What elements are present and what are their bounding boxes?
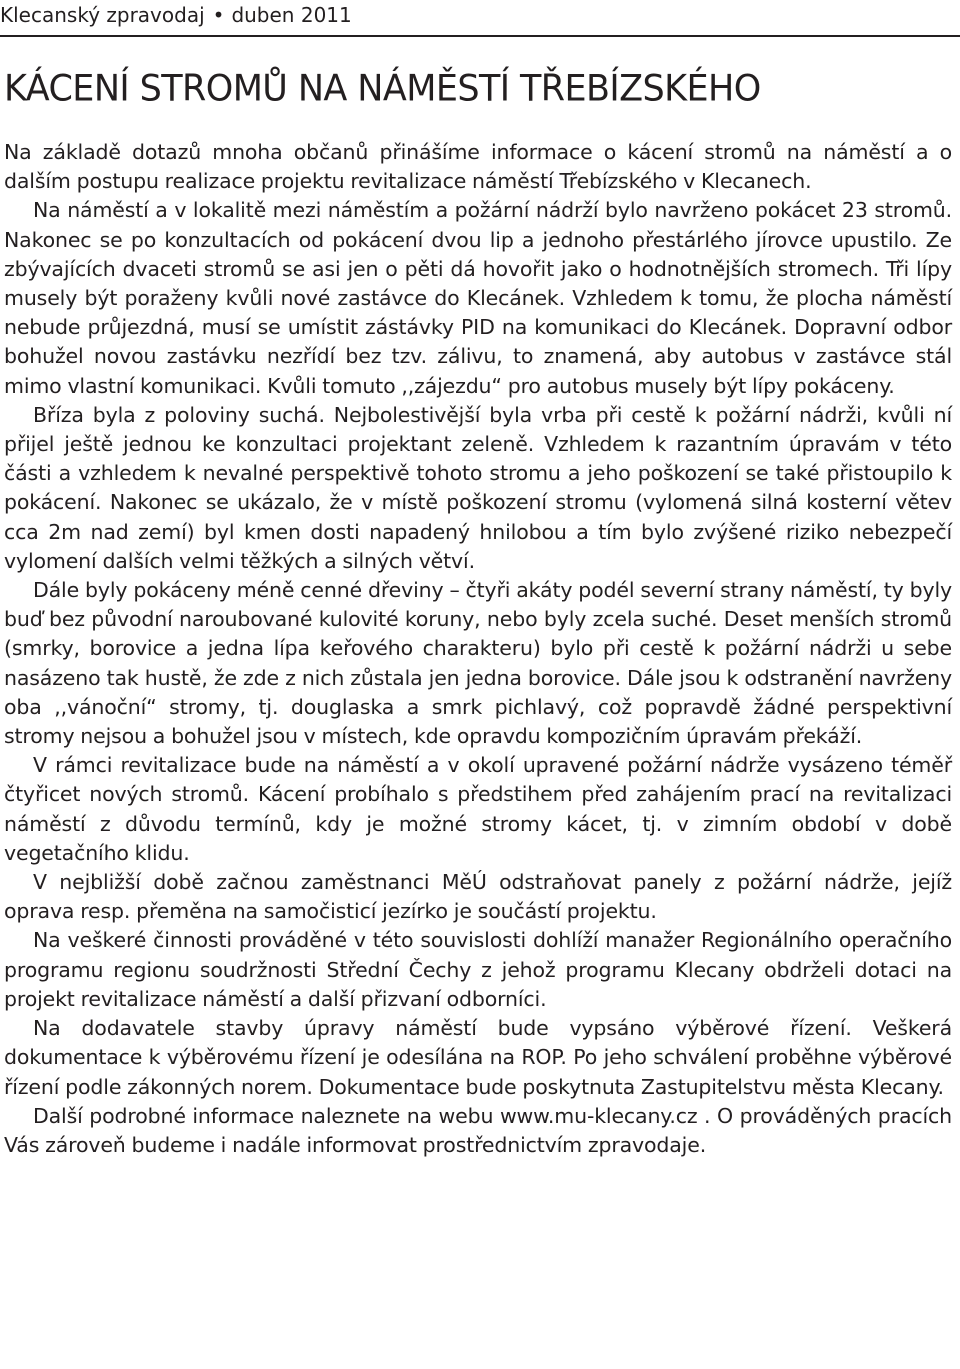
- article-body: [4, 138, 952, 1160]
- page-header: [0, 2, 960, 32]
- header-separator: •: [212, 3, 225, 27]
- article-paragraph: Na náměstí a v lokalitě mezi náměstím a požární nádrží bylo navrženo pokácet 23 stromů. Nakonec se po konzultacích od pokácení dvou lip a jednoho přestárlého jírovce upustilo. Ze zbývajících dvaceti stromů se asi jen o pěti dá hovořit jako o hodnotnějších stromech. Tři lípy musely být poraženy kvůli nové zastávce do Klecánek. Vzhledem k tomu, že plocha náměstí nebude průjezdná, musí se umístit zástávky PID na komunikaci do Klecánek. Dopravní odbor bohužel novou zastávku nezřídí bez tzv. zálivu, to znamená, aby autobus v zastávce stál mimo vlastní komunikaci. Kvůli tomuto ,,zájezdu“ pro autobus musely být lípy pokáceny.: [4, 198, 952, 398]
- issue-date: duben 2011: [231, 3, 352, 27]
- article-paragraph: Dále byly pokáceny méně cenné dřeviny – čtyři akáty podél severní strany náměstí, ty byly buď bez původní naroubované kulovité koruny, nebo byly zcela suché. Deset menších stromů (smrky, borovice a jedna lípa keřového charakteru) bylo při cestě k požární nádrži u sebe nasázeno tak hustě, že zde z nich zůstala jen jedna borovice. Dále jsou k odstranění navrženy oba ,,vánoční“ stromy, tj. douglaska a smrk pichlavý, což popravdě žádné perspektivní stromy nejsou a bohužel jsou v místech, kde opravdu kompozičním úpravám překáží.: [4, 578, 952, 749]
- article-paragraph-intro: Na základě dotazů mnoha občanů přinášíme informace o kácení stromů na náměstí a o dalším postupu realizace projektu revitalizace náměstí Třebízského v Klecanech.: [4, 140, 952, 194]
- article-paragraph: V nejbližší době začnou zaměstnanci MěÚ odstraňovat panely z požární nádrže, jejíž oprava resp. přeměna na samočisticí jezírko je součástí projektu.: [4, 870, 952, 924]
- article-title: KÁCENÍ STROMŮ NA NÁMĚSTÍ TŘEBÍZSKÉHO: [4, 68, 761, 111]
- header-rule: [0, 35, 960, 37]
- publication-name: Klecanský zpravodaj: [0, 3, 205, 27]
- article-paragraph: Bříza byla z poloviny suchá. Nejbolestivější byla vrba při cestě k požární nádrži, kvůli ní přijel ještě jednou ke konzultaci projektant zeleně. Vzhledem k razantním úpravám v této části a vzhledem k nevalné perspektivě tohoto stromu a jeho poškození se také přistoupilo k pokácení. Nakonec se ukázalo, že v místě poškození stromu (vylomená silná kosterní větev cca 2m nad zemí) byl kmen dosti napadený hnilobou a tím bylo zvýšené riziko nebezpečí vylomení dalších velmi těžkých a silných větví.: [4, 402, 952, 573]
- article-paragraph: Na dodavatele stavby úpravy náměstí bude vypsáno výběrové řízení. Veškerá dokumentace k výběrovému řízení je odesílána na ROP. Po jeho schválení proběhne výběrové řízení podle zákonných norem. Dokumentace bude poskytnuta Zastupitelstvu města Klecany.: [4, 1016, 952, 1099]
- article-paragraph: V rámci revitalizace bude na náměstí a v okolí upravené požární nádrže vysázeno téměř čtyřicet nových stromů. Kácení probíhalo s předstihem před zahájením prací na revitalizaci náměstí z důvodu termínů, kdy je možné stromy kácet, tj. v zimním období v době vegetačního klidu.: [4, 753, 952, 865]
- article-paragraph: Další podrobné informace naleznete na webu www.mu-klecany.cz . O prováděných pracích Vás zároveň budeme i nadále informovat prostřednictvím zpravodaje.: [4, 1103, 952, 1157]
- article-paragraph: Na veškeré činnosti prováděné v této souvislosti dohlíží manažer Regionálního operačního programu regionu soudržnosti Střední Čechy z jehož programu Klecany obdrželi dotaci na projekt revitalizace náměstí a další přizvaní odborníci.: [4, 928, 952, 1011]
